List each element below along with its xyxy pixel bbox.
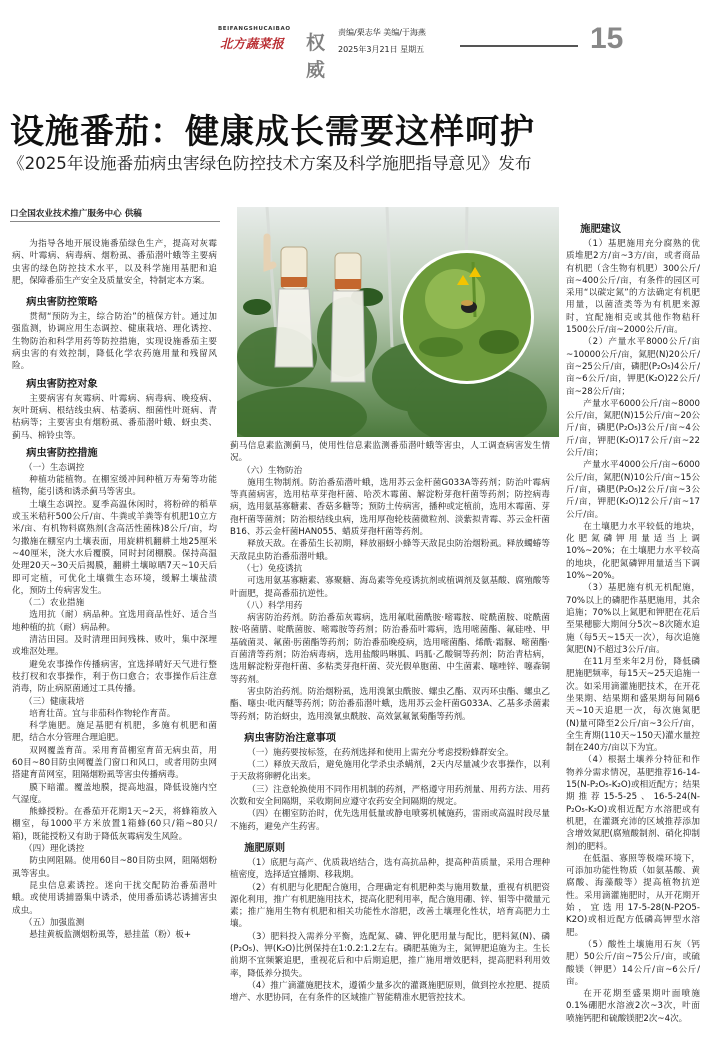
subheading: （六）生物防治 — [242, 465, 303, 476]
paragraph: （4）根据土壤养分特征和作物养分需求情况，基肥推荐16-14-15(N-P₂O₅-K₂O)或相近配方；结果期推荐15-5-25、16-5-24(N-P₂O₅-K₂O)或相近配方水溶肥或有机肥，在灌溉充沛的区域推荐添加含增效氮肥(腐殖酸制剂、硝化抑制剂)的肥料。 — [566, 755, 700, 852]
paragraph: （5）酸性土壤施用石灰（钙肥）50公斤/亩~75公斤/亩，或硫酸镁（钾肥）14公斤/亩~6公斤/亩。 — [566, 939, 700, 987]
paragraph: （三）注意轮换使用不同作用机制的药剂，严格遵守用药剂量、用药方法、用药次数和安全间隔期，采收期间应遵守农药安全间隔期的规定。 — [230, 784, 550, 808]
subheading: （一）生态调控 — [24, 462, 85, 473]
section-label: 权威 — [306, 32, 326, 81]
heading-measures: 病虫害防控措施 — [26, 447, 98, 459]
date-line: 2025年3月21日 星期五 — [338, 45, 425, 54]
intro-paragraph: 为指导各地开展设施番茄绿色生产，提高对灰霉病、叶霉病、病毒病、烟粉虱、番茄潜叶蛾等主要病虫害的绿色防控技术水平，以及科学施用基肥和追肥，保障番茄生产安全及质量安全，特制定本方案。 — [12, 239, 217, 286]
paragraph: （1）底肥与高产、优质栽培结合，选有高抗品种，提高种苗质量，采用合理种植密度，选择适宜播期、移栽期。 — [230, 857, 550, 881]
paragraph: 可选用氨基寡糖素、寡聚糖、海岛素等免疫诱抗剂或植调剂及氨基酸、腐殖酸等叶面肥，提高番茄抗逆性。 — [230, 576, 550, 599]
masthead-logo: 北方蔬菜报 — [220, 36, 285, 51]
heading-strategy: 病虫害防控策略 — [26, 297, 98, 309]
paragraph: （3）肥料投入需养分平衡，选配氮、磷、钾化肥用量与配比，肥料氮(N)、磷(P₂O₅)、钾(K₂O)比例保持在1:0.2:1.2左右。磷肥基施为主，氮钾肥追施为主。生长前期不宜频繁追肥，重视花后和中后期追肥，推广施用增效肥料，提高肥料利用效率，降低养分损失。 — [230, 931, 550, 979]
column-3 — [566, 222, 700, 1058]
paragraph: 病害防治药剂。防治番茄灰霉病，选用氟吡菌酰胺·嘧霉胺、啶酰菌胺、啶酰菌胺·咯菌腈、啶酰菌胺、嘧霉胺等药剂；防治番茄叶霉病，选用嘧菌酯、氟硅唑、甲基硫菌灵、氟菌·肟菌酯等药剂；防治番茄晚疫病，选用嘧菌酯、烯酰·霜脲、嘧菌酯·百菌清等药剂；防治病毒病，选用盐酸吗啉胍、吗胍·乙酸铜等药剂；防治青枯病，选用解淀粉芽孢杆菌、多粘类芽孢杆菌、荧光假单胞菌、中生菌素、噻唑锌、噻森铜等药剂。 — [230, 613, 550, 685]
heading-fertilization-advice: 施肥建议 — [580, 224, 622, 235]
editors-line: 责编/栗志华 美编/于海燕 — [338, 28, 426, 37]
subheading: （八）科学用药 — [242, 600, 303, 611]
subheading: （三）健康栽培 — [24, 696, 85, 707]
masthead-pinyin: BEIFANGSHUCAIBAO — [218, 26, 291, 32]
paragraph: 悬挂黄板监测烟粉虱等，悬挂蓝（粉）板+ — [29, 930, 192, 941]
paragraph: （4）推广滴灌施肥技术，遵循少量多次的灌溉施肥原则，做到控水控肥、提质增产、水肥协同，在有条件的区域推广智能精准水肥管控技术。 — [230, 980, 550, 1004]
column-1 — [12, 226, 217, 1058]
paragraph: 双网覆盖育苗。采用育苗棚室育苗无病虫苗，用60目~80目防虫网覆盖门窗口和风口，或者用防虫网搭建育苗网室，阻隔烟粉虱等害虫传播病毒。 — [12, 745, 217, 781]
paragraph: 膜下暗灌。覆盖地膜，提高地温，降低设施内空气湿度。 — [12, 782, 217, 805]
paragraph: 在低温、寡照等极端环境下，可添加功能性物质（如氨基酸、黄腐酸、海藻酸等）提高植物抗逆性。采用滴灌施肥时，从开花期开始，宜选用17-5-28(N-P2O5-K2O)或相近配方低磷高钾型水溶肥。 — [566, 853, 700, 938]
subheading: （四）理化诱控 — [24, 844, 85, 855]
paragraph: 在开花期至盛果期叶面喷施0.1%硼肥水溶液2次~3次，叶面喷施钙肥和硫酸镁肥2次~4次。 — [566, 989, 700, 1024]
paragraph: 避免农事操作传播病害，宜选择晴好天气进行整枝打杈和农事操作，利于伤口愈合；农事操作后注意消毒，防止病原菌通过工具传播。 — [12, 659, 217, 695]
paragraph: （二）释放天敌后，避免施用化学杀虫杀螨剂，2天内尽量减少农事操作，以利于天敌将卵孵化出来。 — [230, 760, 550, 783]
subheading: （二）农业措施 — [24, 598, 85, 609]
paragraph: 产量水平4000公斤/亩~6000公斤/亩，氮肥(N)10公斤/亩~15公斤/亩，磷肥(P₂O₅)2公斤/亩~3公斤/亩，钾肥(K₂O)12公斤/亩~17公斤/亩。 — [566, 460, 700, 520]
paragraph: 种植功能植物。在棚室缓冲间种植万寿菊等功能植物，能引诱和诱杀蓟马等害虫。 — [12, 475, 217, 498]
paragraph: 培育壮苗。宜与非茄科作物轮作育苗。 — [29, 708, 176, 719]
heading-precautions: 病虫害防治注意事项 — [244, 732, 336, 744]
paragraph: （3）基肥施有机无机配施，70%以上的磷肥作基肥施用，其余追施；70%以上氮肥和钾肥在花后至果穗膨大期间分5次~8次随水追施（每5天~15天一次），每次追施氮肥(N)不超过3公斤/亩。 — [566, 583, 700, 655]
paragraph: 选用抗（耐）病品种。宜选用商品性好、适合当地种植的抗（耐）病品种。 — [12, 610, 217, 633]
source-line: 口全国农业技术推广服务中心 供稿 — [10, 209, 142, 219]
paragraph: 蓟马信息素监测蓟马，使用性信息素监测番茄潜叶蛾等害虫，人工调查病害发生情况。 — [230, 441, 550, 464]
subheading: （七）免疫诱抗 — [242, 563, 303, 574]
paragraph: （2）有机肥与化肥配合施用，合理确定有机肥种类与施用数量，重视有机肥资源化利用，推广有机肥施用技术，提高化肥利用率，配合施用硼、锌、钼等中微量元素；推广施用生物有机肥和相关功能性水溶肥，改善土壤理化性状，培育高肥力土壤。 — [230, 882, 550, 930]
heading-targets: 病虫害防控对象 — [26, 378, 98, 390]
page-title: 设施番茄：健康成长需要这样呵护 — [10, 112, 535, 152]
paragraph: 清洁田园。及时清理田间残株、败叶，集中深埋或堆沤处理。 — [12, 635, 217, 658]
page-subtitle: 《2025年设施番茄病虫害绿色防控技术方案及科学施肥指导意见》发布 — [8, 154, 532, 173]
paragraph: 产量水平6000公斤/亩~8000公斤/亩，氮肥(N)15公斤/亩~20公斤/亩，磷肥(P₂O₅)3公斤/亩~4公斤/亩，钾肥(K₂O)17公斤/亩~22公斤/亩； — [566, 398, 700, 459]
paragraph: 施用生物制剂。防治番茄潜叶蛾，选用苏云金杆菌G033A等药剂；防治叶霉病等真菌病害，选用枯草芽孢杆菌、哈茨木霉菌、解淀粉芽孢杆菌等药剂；防控病毒病，选用氨基寡糖素、香菇多糖等；预防土传病害，播种或定植前，选用木霉菌、芽孢杆菌等菌剂；防治根结线虫病，选用厚孢轮枝菌微粒剂、淡紫拟青霉、苏云金杆菌B16、苏云金杆菌HAN055、蜡质芽孢杆菌等药剂。 — [230, 477, 550, 538]
paragraph: 昆虫信息素诱控。迷向干扰交配防治番茄潜叶蛾。或使用诱捕器集中诱杀，使用番茄诱芯诱捕害虫成虫。 — [12, 880, 217, 916]
masthead — [218, 26, 338, 81]
paragraph: （四）在棚室防治时，优先选用低量或静电喷雾机械施药，雷雨或高温时段尽量不施药，避免产生药害。 — [230, 809, 550, 832]
source-rule — [10, 221, 220, 222]
paragraph: 释放天敌。在番茄生长初期，释放丽蚜小蜂等天敌昆虫防治烟粉虱。释放蠋蝽等天敌昆虫防治番茄潜叶蛾。 — [230, 539, 550, 562]
paragraph: 防虫网阻隔。使用60目~80目防虫网，阻隔烟粉虱等害虫。 — [12, 856, 217, 879]
paragraph: （一）施药要按标签，在药剂选择和使用上需充分考虑授粉蜂群安全。 — [247, 747, 514, 758]
paragraph: 科学施肥。施足基肥有机肥，多施有机肥和菌肥，结合水分管理合理追肥。 — [12, 721, 217, 744]
paragraph: 在土壤肥力水平较低的地块，化肥氮磷钾用量适当上调10%~20%；在土壤肥力水平较高的地块，化肥氮磷钾用量适当下调10%~20%。 — [566, 521, 700, 582]
header-rule — [460, 45, 578, 47]
subheading: （五）加强监测 — [24, 917, 85, 928]
paragraph: 在11月至来年2月份，降低磷肥施肥频率，每15天~25天追施一次。如采用滴灌施肥技术，在开花坐果期、结果期和盛果期每间隔6天~10天追肥一次，每次施氮肥(N)量可降至2公斤/亩~3公斤/亩，全生育期(110天~150天)灌水量控制在240方/亩以下为宜。 — [566, 657, 700, 754]
greenhouse-photo — [237, 207, 559, 437]
paragraph: 熊蜂授粉。在番茄开花期1天~2天，将蜂箱放入棚室，每1000平方米放置1箱蜂(60只/箱~80只/箱)，既能授粉又有助于降低灰霉病发生风险。 — [12, 807, 217, 842]
paragraph: （1）基肥施用充分腐熟的优质堆肥2方/亩~3方/亩，或者商品有机肥（含生物有机肥）300公斤/亩~400公斤/亩，有条件的园区可采用“以碳定氮”的方法确定有机肥用量，以菌渣类等为有机肥来源时，宜配施相克或其他作物秸秆1500公斤/亩~2000公斤/亩。 — [566, 239, 700, 336]
column-2 — [230, 440, 550, 1058]
paragraph: （2）产量水平8000公斤/亩~10000公斤/亩，氮肥(N)20公斤/亩~25公斤/亩，磷肥(P₂O₅)4公斤/亩~6公斤/亩，钾肥(K₂O)22公斤/亩~28公斤/亩； — [566, 337, 700, 397]
page-number: 15 — [590, 22, 624, 55]
paragraph: 贯彻“预防为主，综合防治”的植保方针。通过加强监测，协调应用生态调控、健康栽培、理化诱控、生物防治和科学用药等防控措施，实现设施番茄主要病虫害的有效控制，降低化学农药施用量和残留风险。 — [12, 312, 217, 372]
greenhouse-illustration — [237, 207, 559, 437]
heading-fertilization-principles: 施肥原则 — [244, 842, 286, 854]
paragraph: 土壤生态调控。夏季高温休闲时，将粉碎的稻草或玉米秸秆500公斤/亩、牛粪或羊粪等有机肥10立方米/亩、有机物料腐熟剂(含高活性菌株)8公斤/亩，均匀撒施在棚室内土壤表面，用旋耕机翻耕土地25厘米~40厘米，浇大水后覆膜，同时封闭棚膜。保持高温处理20天~30天后揭膜，翻耕土壤晾晒7天~10天后即可定植，可优化土壤微生态环境，缓解土壤盐渍化，预防土传病害发生。 — [12, 499, 217, 596]
paragraph: 主要病害有灰霉病、叶霉病、病毒病、晚疫病、灰叶斑病、根结线虫病、枯萎病、细菌性叶斑病、青枯病等；主要害虫有烟粉虱、番茄潜叶蛾、蚜虫类、蓟马、棉铃虫等。 — [12, 393, 217, 441]
paragraph: 害虫防治药剂。防治烟粉虱，选用溴氰虫酰胺、螺虫乙酯、双丙环虫酯、螺虫乙酯、噻虫·吡丙醚等药剂；防治番茄潜叶蛾，选用苏云金杆菌G033A、乙基多杀菌素等药剂；防治蚜虫，选用溴氰虫酰胺、高效氯氟氰菊酯等药剂。 — [230, 686, 550, 722]
